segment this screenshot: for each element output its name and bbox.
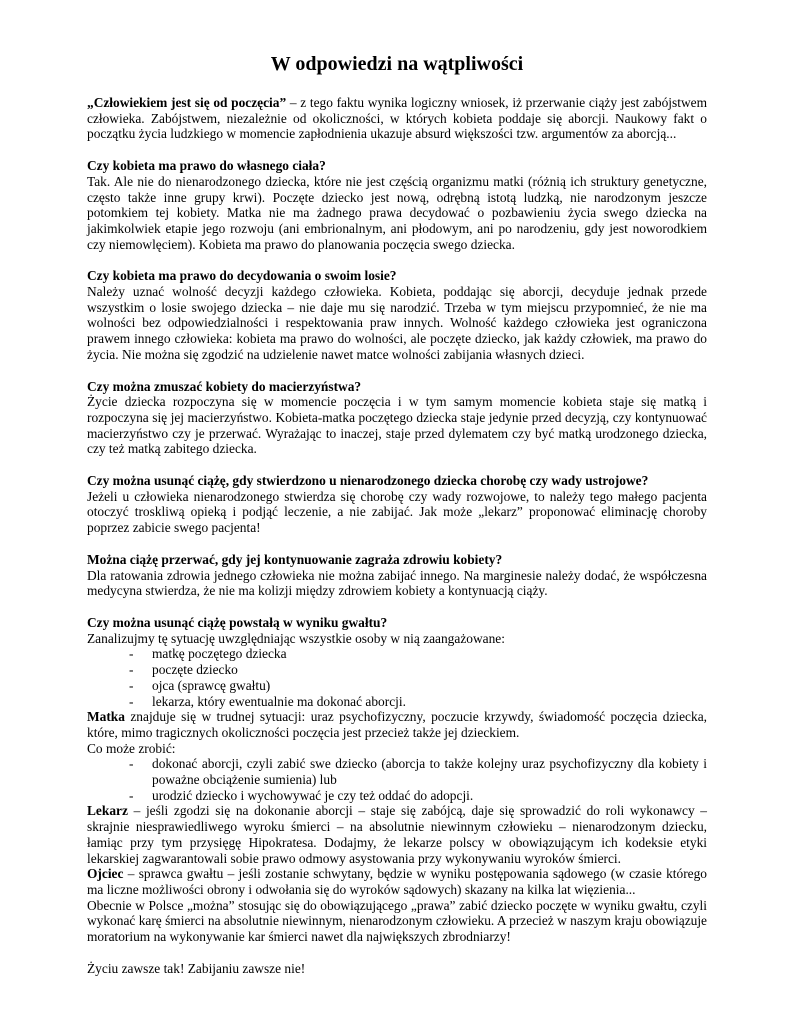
intro-text: – z tego faktu wynika logiczny wniosek, iż przerwanie ciąży jest zabójstwem człowieka. Zabójstwem, niezależnie od okoliczności, w których kobieta poddaje się aborcji. Naukowy fakt o początku życia ludzkiego w momencie zapłodnienia ukazuje absurd większości tzw. argumentów za aborcją... [87, 95, 707, 142]
list-item: - poczęte dziecko [129, 662, 238, 678]
section-heading: Czy kobieta ma prawo do własnego ciała? [87, 158, 326, 174]
list-item: - lekarza, który ewentualnie ma dokonać aborcji. [129, 693, 406, 709]
rape-lead: Zanalizujmy tę sytuację uwzględniając wszystkie osoby w nią zaangażowane: [87, 630, 505, 646]
page-title: W odpowiedzi na wątpliwości [270, 53, 524, 75]
section-disease [87, 473, 707, 536]
father-paragraph: Ojciec – sprawca gwałtu – jeśli zostanie schwytany, będzie w wyniku postępowania sądowego (w czasie którego ma liczne możliwości obrony i odwołania się do wyroków sądowych) skazany na kilka lat więzienia... [87, 866, 707, 897]
section-text: Tak. Ale nie do nienarodzonego dziecka, które nie jest częścią organizmu matki (różnią ich struktury genetyczne, często także inne grupy krwi). Poczęte dziecko jest nową, odrębną istotą ludzką, nie narodzonym jeszcze potomkiem tej kobiety. Matka nie ma żadnego prawa decydować o pozbawieniu życia swego dziecka na jakimkolwiek etapie jego rozwoju (ani embrionalnym, ani płodowym, ani po narodzeniu, gdy jest noworodkiem czy niemowlęciem). Kobieta ma prawo do planowania poczęcia swego dziecka. [87, 173, 707, 252]
options-list [87, 756, 707, 803]
closing-line: Życiu zawsze tak! Zabijaniu zawsze nie! [87, 960, 306, 976]
section-text: Dla ratowania zdrowia jednego człowieka nie można zabijać innego. Na marginesie należy dodać, że współczesna medycyna stwierdza, że nie ma kolizji między zdrowiem kobiety a kontynuacją ciąży. [87, 567, 707, 599]
section-own-fate [87, 268, 707, 362]
section-own-body [87, 158, 707, 252]
list-item: - matkę poczętego dziecka [129, 646, 287, 662]
persons-list [87, 646, 707, 709]
section-rape [87, 615, 707, 945]
section-text: Należy uznać wolność decyzji każdego człowieka. Kobieta, poddając się aborcji, decyduje jednak przede wszystkim o losie swojego dziecka – nie daje mu się narodzić. Trzeba w tym miejscu przypomnieć, że nie ma wolności bez odpowiedzialności i respektowania praw innych. Wolność każdego człowieka jest ograniczona prawem innego człowieka: kobieta ma prawo do wolności, ale poczęte dziecko, jak każdy człowiek, ma prawo do życia. Nie można się zgodzić na udzielenie nawet matce wolności zabijania własnych dzieci. [87, 284, 707, 362]
section-heading: Można ciążę przerwać, gdy jej kontynuowanie zagraża zdrowiu kobiety? [87, 551, 503, 567]
list-item: - urodzić dziecko i wychowywać je czy też oddać do adopcji. [129, 787, 474, 803]
section-motherhood [87, 379, 707, 458]
doctor-paragraph: Lekarz – jeśli zgodzi się na dokonanie aborcji – staje się zabójcą, daje się sprowadzić do roli wykonawcy – skrajnie niesprawiedliwego wyroku śmierci – na absolutnie niewinnym człowieku – nienarodzonym dziecku, łamiąc przy tym przysięgę Hipokratesa. Dodajmy, że lekarze polscy w obowiązującym ich kodeksie etyki lekarskiej zagwarantowali sobie prawo odmowy asystowania przy wykonywaniu wyroków śmierci. [87, 803, 707, 866]
section-text: Życie dziecka rozpoczyna się w momencie poczęcia i w tym samym momencie kobieta staje się matką i rozpoczyna się jej macierzyństwo. Kobieta-matka poczętego dziecka staje jedynie przed decyzją, czy kontynuować macierzyństwo czy je przerwać. Wyrażając to inaczej, staje przed dylematem czy być matką urodzonego dziecka, czy też matką zabitego dziecka. [87, 394, 707, 457]
section-health [87, 552, 707, 599]
list-item: - ojca (sprawcę gwałtu) [129, 677, 271, 693]
section-heading: Czy kobieta ma prawo do decydowania o swoim losie? [87, 268, 397, 284]
intro-bold-quote: „Człowiekiem jest się od poczęcia” [87, 95, 287, 110]
poland-paragraph: Obecnie w Polsce „można” stosując się do obowiązującego „prawa” zabić dziecko poczęte w wyniku gwałtu, czyli wykonać karę śmierci na absolutnie niewinnym, nienarodzonym człowieku. A przecież w naszym kraju obowiązuje moratorium na wykonywanie kar śmierci nawet dla największych zbrodniarzy! [87, 897, 707, 945]
section-heading: Czy można usunąć ciążę, gdy stwierdzono u nienarodzonego dziecka chorobę czy wady ustrojowe? [87, 473, 649, 489]
document-page [87, 52, 707, 976]
list-item: - dokonać aborcji, czyli zabić swe dziecko (aborcja to także kolejny uraz psychofizyczny dla kobiety i poważne obciążenie sumienia) lub [129, 756, 707, 788]
intro-paragraph [87, 95, 707, 142]
section-heading: Czy można zmuszać kobiety do macierzyństwa? [87, 378, 362, 394]
can-do-line: Co może zrobić: [87, 740, 176, 756]
mother-paragraph: Matka znajduje się w trudnej sytuacji: uraz psychofizyczny, poczucie krzywdy, świadomość poczęcia dziecka, które, mimo tragicznych okoliczności poczęcia jest przecież także jej dzieckiem. [87, 709, 707, 740]
section-heading: Czy można usunąć ciążę powstałą w wyniku gwałtu? [87, 614, 388, 630]
section-text: Jeżeli u człowieka nienarodzonego stwierdza się chorobę czy wady rozwojowe, to należy tego małego pacjenta otoczyć troskliwą opieką i podjąć leczenie, a nie zabijać. Jak może „lekarz” proponować eliminację choroby poprzez zabicie swego pacjenta! [87, 488, 707, 536]
